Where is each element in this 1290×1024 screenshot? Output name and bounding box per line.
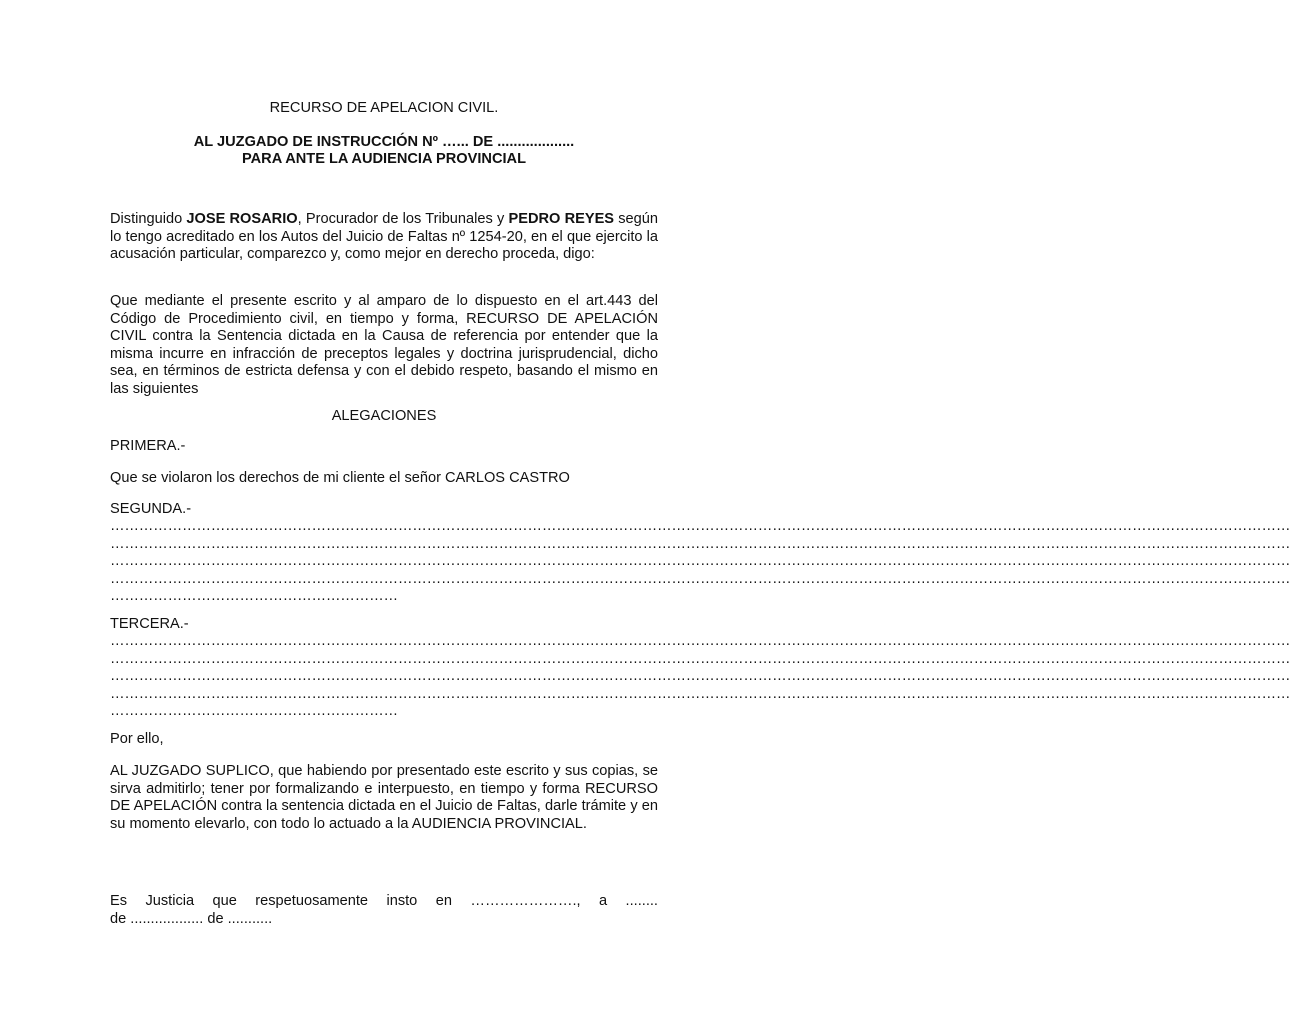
addressee-line-1: AL JUZGADO DE INSTRUCCIÓN Nº …... DE ...................	[193, 134, 575, 150]
allegations-heading: ALEGACIONES	[331, 408, 437, 424]
segunda-dots	[110, 518, 1290, 606]
por-ello-text: Por ello,	[110, 731, 164, 747]
closing-word: a	[599, 893, 608, 909]
closing-word: respetuosamente	[255, 893, 369, 909]
dot-line: …………………………………………………………………………………………………………………………………………………………………………………………………………………………	[110, 650, 1290, 667]
tercera-heading: TERCERA.-	[110, 616, 189, 632]
tercera-dots	[110, 633, 1290, 721]
dot-line: ……………………………………………………	[110, 703, 398, 719]
closing-word: ………………….,	[470, 893, 581, 909]
dot-line: …………………………………………………………………………………………………………………………………………………………………………………………………………………………	[110, 570, 1290, 587]
closing-word: Es	[110, 893, 128, 909]
client-name: PEDRO REYES	[508, 211, 615, 227]
closing-word: que	[212, 893, 237, 909]
suplico-paragraph: AL JUZGADO SUPLICO, que habiendo por presentado este escrito y sus copias, se sirva admitirlo; tener por formalizando e interpuesto, en tiempo y forma RECURSO DE APELACIÓN contra la sentencia dictada en el Juicio de Faltas, darle trámite y en su momento elevarlo, con todo lo actuado a la AUDIENCIA PROVINCIAL.	[110, 763, 658, 832]
procurador-name: JOSE ROSARIO	[186, 211, 298, 227]
dot-line: …………………………………………………………………………………………………………………………………………………………………………………………………………………………	[110, 668, 1290, 684]
segunda-heading: SEGUNDA.-	[110, 501, 192, 517]
closing-word: insto	[386, 893, 418, 909]
intro-paragraph	[110, 211, 658, 264]
addressee-line-2: PARA ANTE LA AUDIENCIA PROVINCIAL	[241, 151, 527, 167]
primera-heading: PRIMERA.-	[110, 438, 186, 454]
dot-line: …………………………………………………………………………………………………………………………………………………………………………………………………………………………	[110, 633, 1290, 649]
closing-word: Justicia	[145, 893, 195, 909]
intro-text-1: Distinguido	[110, 211, 187, 227]
closing-line-2: de .................. de ...........	[110, 910, 273, 927]
intro-text-2: , Procurador de los Tribunales y	[297, 211, 509, 227]
dot-line: …………………………………………………………………………………………………………………………………………………………………………………………………………………………	[110, 535, 1290, 552]
closing-line-1	[110, 893, 658, 911]
dot-line: …………………………………………………………………………………………………………………………………………………………………………………………………………………………	[110, 553, 1290, 569]
closing-word: en	[435, 893, 452, 909]
intro-text-3: según lo tengo acreditado en los Autos del Juicio de Faltas nº 1254-20, en el que ejercito la acusación particular, comparezco y, como mejor en derecho proceda, digo:	[110, 211, 658, 262]
dot-line: …………………………………………………………………………………………………………………………………………………………………………………………………………………………	[110, 685, 1290, 702]
closing-word: ........	[625, 893, 658, 909]
dot-line: …………………………………………………………………………………………………………………………………………………………………………………………………………………………	[110, 518, 1290, 534]
legal-basis-paragraph: Que mediante el presente escrito y al amparo de lo dispuesto en el art.443 del Código de Procedimiento civil, en tiempo y forma, RECURSO DE APELACIÓN CIVIL contra la Sentencia dictada en la Causa de referencia por entender que la misma incurre en infracción de preceptos legales y doctrina jurisprudencial, dicho sea, en términos de estricta defensa y con el debido respeto, basando el mismo en las siguientes	[110, 293, 658, 397]
document-title: RECURSO DE APELACION CIVIL.	[269, 100, 499, 116]
dot-line: ……………………………………………………	[110, 588, 398, 604]
primera-text: Que se violaron los derechos de mi cliente el señor CARLOS CASTRO	[110, 470, 570, 486]
closing-signature	[110, 893, 658, 928]
